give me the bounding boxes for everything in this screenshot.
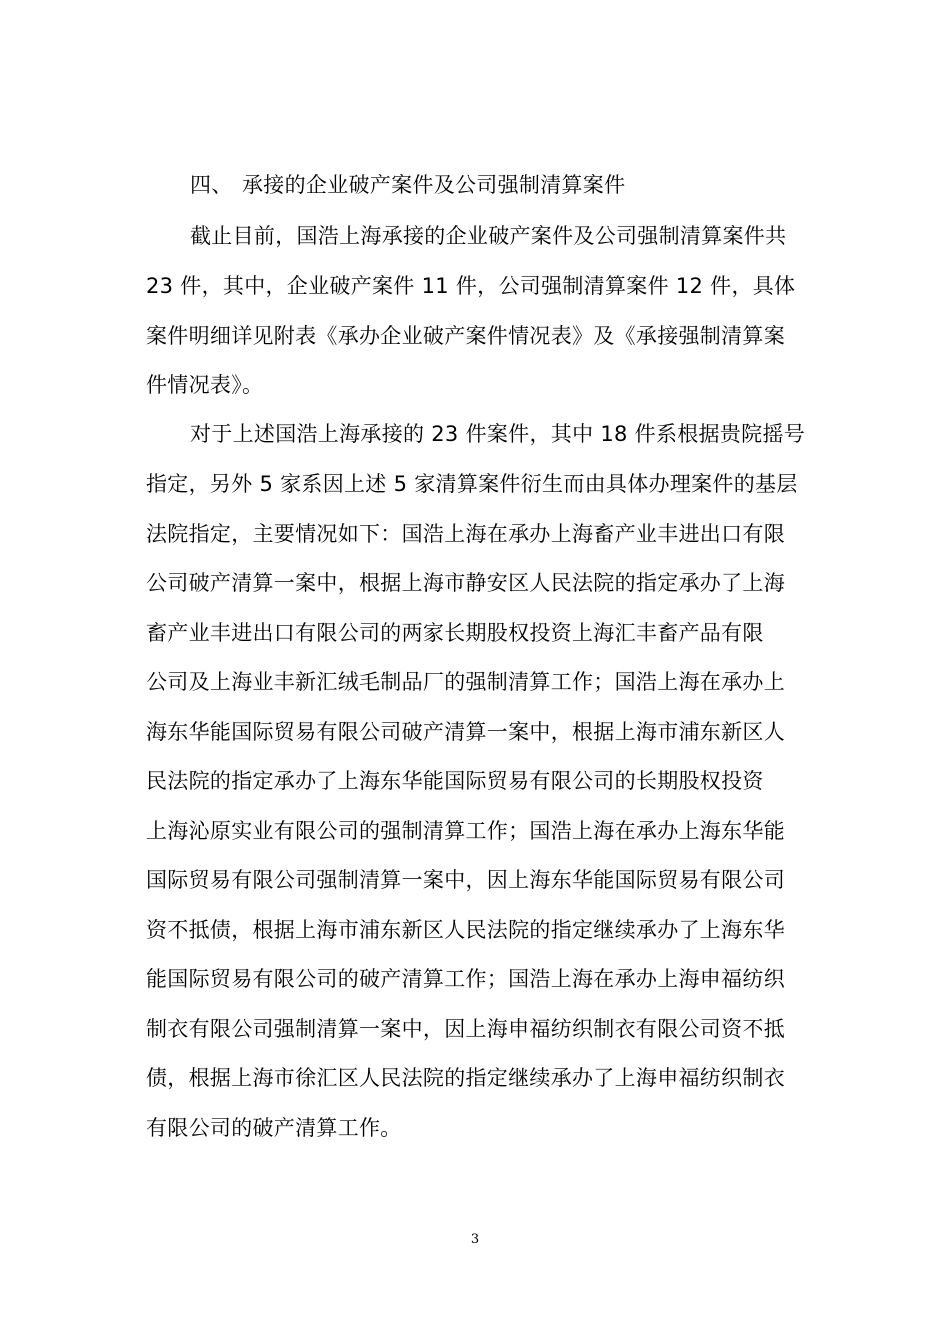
paragraph-2-line-14: 债，根据上海市徐汇区人民法院的指定继续承办了上海申福纺织制衣 [146,1066,785,1090]
section-title: 承接的企业破产案件及公司强制清算案件 [242,173,626,197]
paragraph-1-line-3: 案件明细详见附表《承办企业破产案件情况表》及《承接强制清算案 [146,324,785,348]
paragraph-2-line-10: 国际贸易有限公司强制清算一案中，因上海东华能国际贸易有限公司 [146,868,785,892]
paragraph-1-line-4: 件情况表》。 [146,373,264,397]
page-number: 3 [470,1232,480,1247]
section-number: 四、 [190,173,233,197]
paragraph-2-line-13: 制衣有限公司强制清算一案中，因上海申福纺织制衣有限公司资不抵 [146,1017,785,1041]
paragraph-1-line-2: 23 件，其中，企业破产案件 11 件，公司强制清算案件 12 件，具体 [146,274,796,298]
paragraph-2-line-12: 能国际贸易有限公司的破产清算工作；国浩上海在承办上海申福纺织 [146,967,785,991]
paragraph-2-line-1: 对于上述国浩上海承接的 23 件案件，其中 18 件系根据贵院摇号 [190,422,806,446]
paragraph-2-line-8: 民法院的指定承办了上海东华能国际贸易有限公司的长期股权投资 [146,769,764,793]
paragraph-2-line-15: 有限公司的破产清算工作。 [146,1116,402,1140]
paragraph-2-line-7: 海东华能国际贸易有限公司破产清算一案中，根据上海市浦东新区人 [146,720,785,744]
paragraph-2-line-9: 上海沁原实业有限公司的强制清算工作；国浩上海在承办上海东华能 [146,819,785,843]
paragraph-2-line-4: 公司破产清算一案中，根据上海市静安区人民法院的指定承办了上海 [146,571,785,595]
paragraph-2-line-5: 畜产业丰进出口有限公司的两家长期股权投资上海汇丰畜产品有限 [146,621,764,645]
section-heading [190,161,625,209]
paragraph-2-line-11: 资不抵债，根据上海市浦东新区人民法院的指定继续承办了上海东华 [146,918,785,942]
paragraph-2-line-2: 指定，另外 5 家系因上述 5 家清算案件衍生而由具体办理案件的基层 [146,472,798,496]
paragraph-2-line-3: 法院指定，主要情况如下：国浩上海在承办上海畜产业丰进出口有限 [146,522,785,546]
paragraph-2-line-6: 公司及上海业丰新汇绒毛制品厂的强制清算工作；国浩上海在承办上 [146,670,785,694]
paragraph-1-line-1: 截止目前，国浩上海承接的企业破产案件及公司强制清算案件共 [190,224,787,248]
